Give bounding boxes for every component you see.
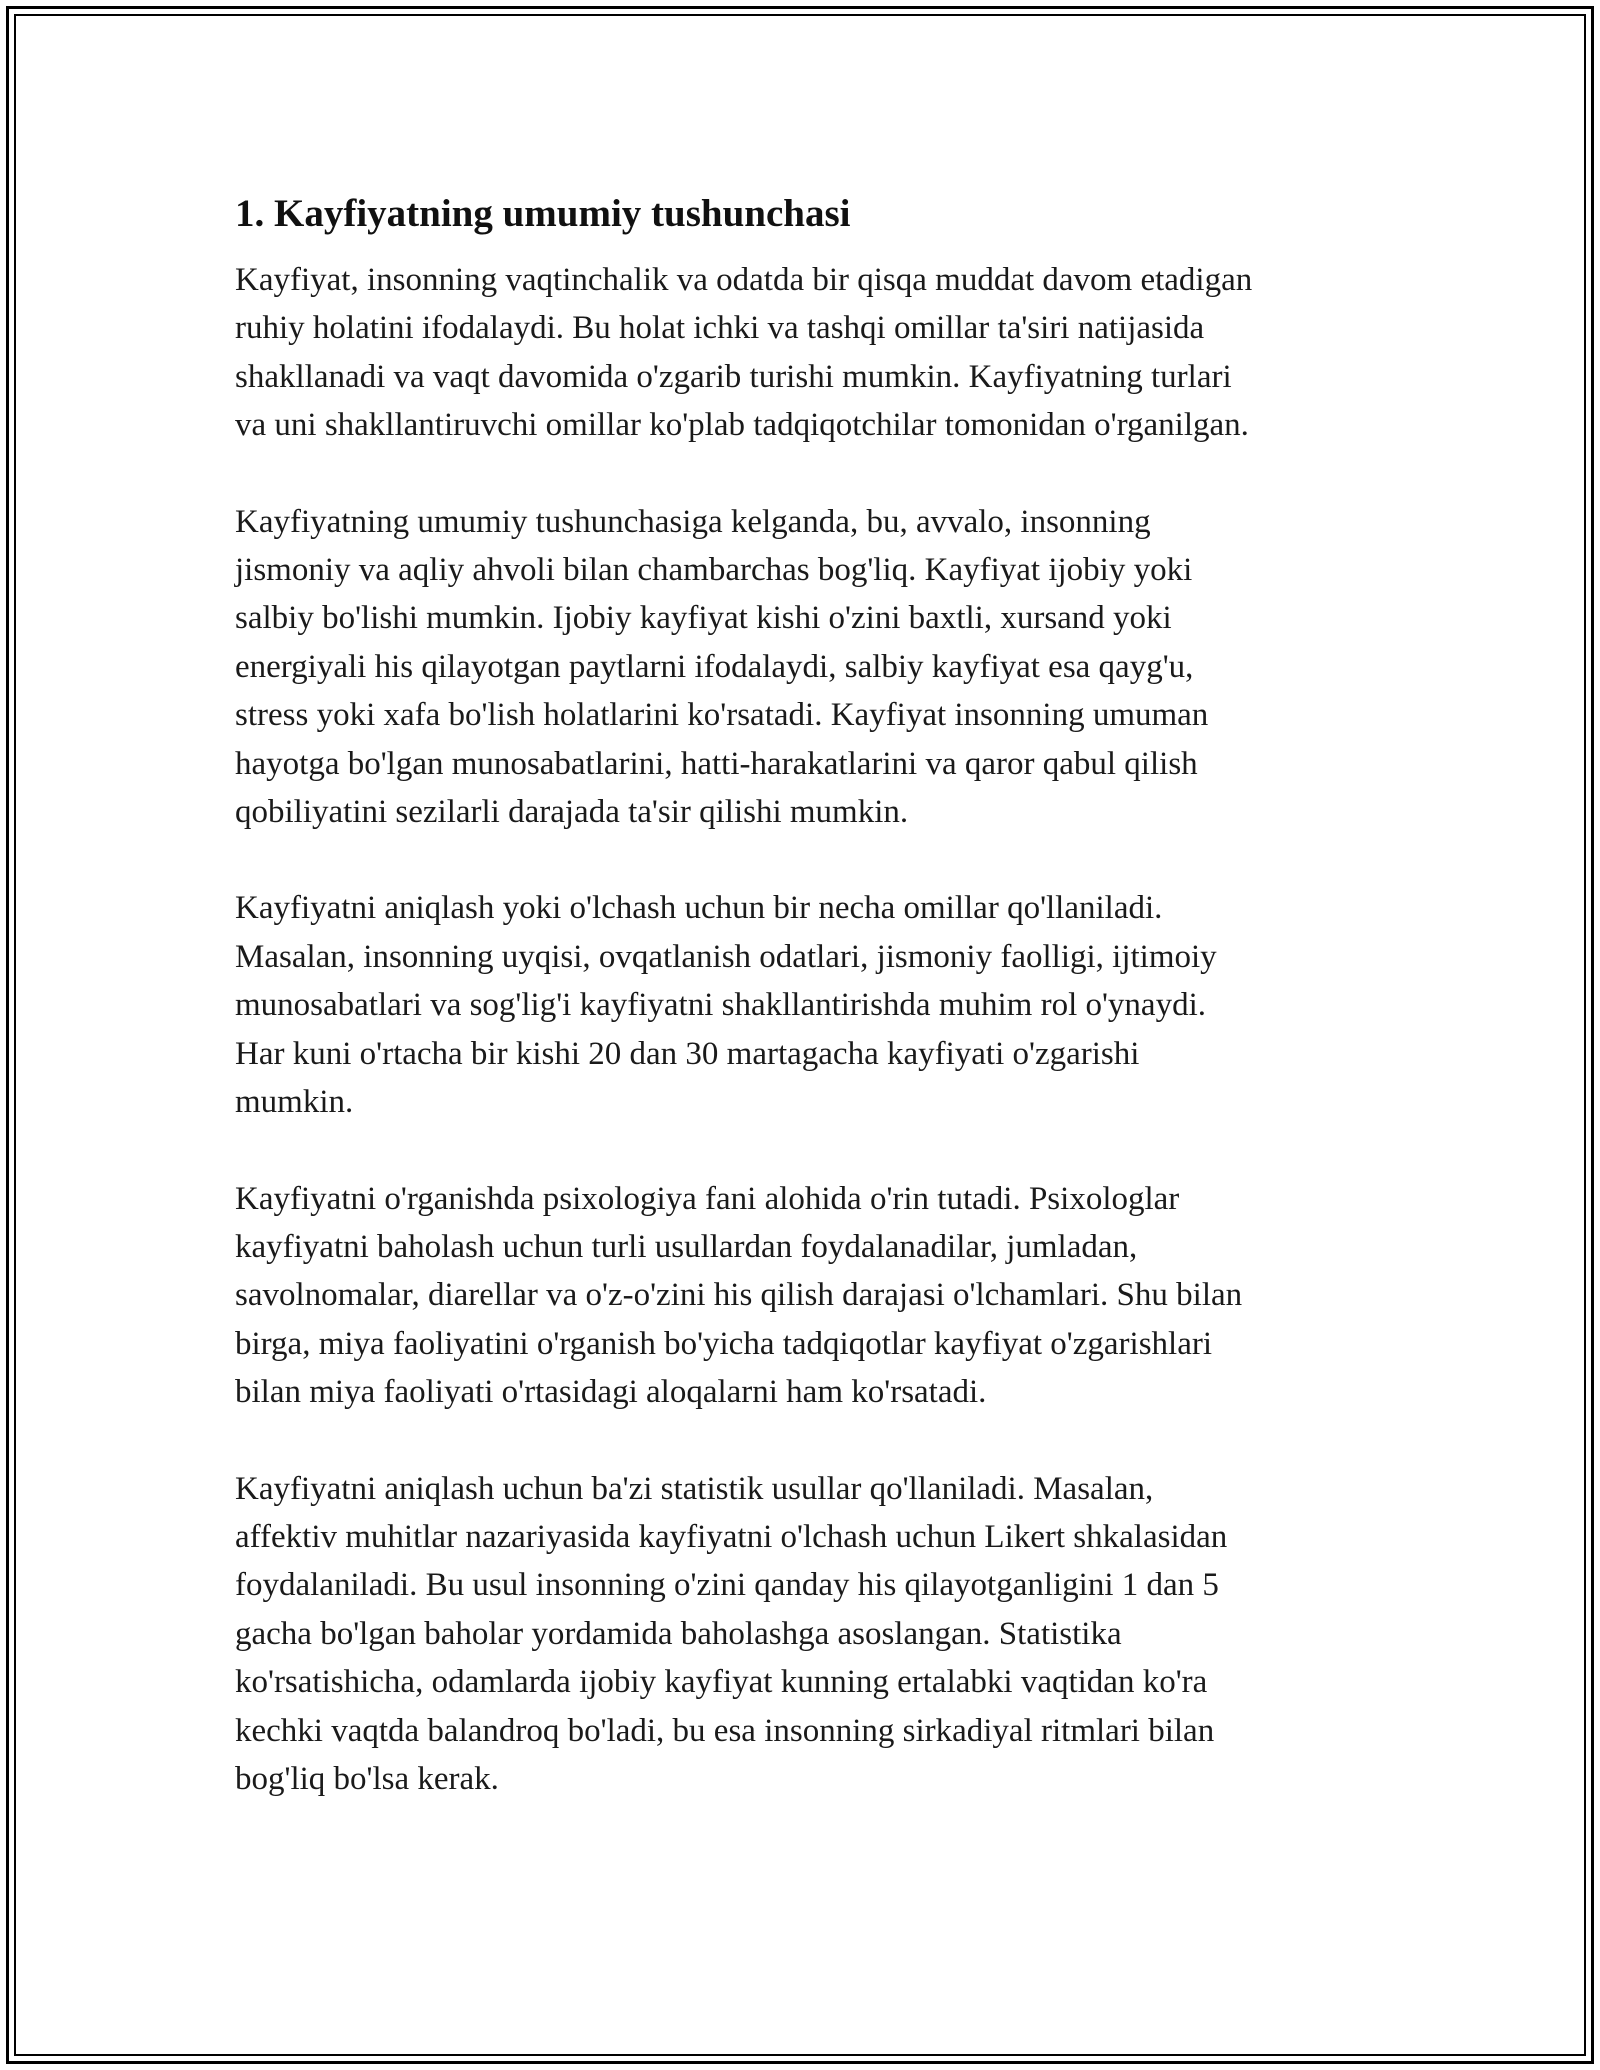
text-line: energiyali his qilayotgan paytlarni ifodalaydi, salbiy kayfiyat esa qayg'u, (235, 648, 1194, 685)
text-line: va uni shakllantiruvchi omillar ko'plab tadqiqotchilar tomonidan o'rganilgan. (235, 407, 1249, 444)
text-line: Kayfiyat, insonning vaqtinchalik va odatda bir qisqa muddat davom etadigan (235, 262, 1253, 298)
text-line: Kayfiyatni aniqlash yoki o'lchash uchun bir necha omillar qo'llaniladi. (235, 890, 1163, 927)
document-body (235, 186, 1385, 1851)
paragraph-1 (235, 256, 1385, 450)
paragraph-5 (235, 1465, 1385, 1804)
text-line: jismoniy va aqliy ahvoli bilan chambarchas bog'liq. Kayfiyat ijobiy yoki (235, 552, 1193, 589)
text-line: mumkin. (235, 1084, 354, 1121)
text-line: bilan miya faoliyati o'rtasidagi aloqalarni ham ko'rsatadi. (235, 1374, 987, 1411)
text-line: hayotga bo'lgan munosabatlarini, hatti-harakatlarini va qaror qabul qilish (235, 745, 1198, 782)
text-line: affektiv muhitlar nazariyasida kayfiyatni o'lchash uchun Likert shkalasidan (235, 1518, 1228, 1555)
text-line: Kayfiyatni o'rganishda psixologiya fani alohida o'rin tutadi. Psixologlar (235, 1180, 1180, 1217)
text-line: stress yoki xafa bo'lish holatlarini ko'rsatadi. Kayfiyat insonning umuman (235, 697, 1209, 734)
text-line: qobiliyatini sezilarli darajada ta'sir qilishi mumkin. (235, 794, 909, 831)
text-line: ruhiy holatini ifodalaydi. Bu holat ichki va tashqi omillar ta'siri natijasida (235, 310, 1205, 347)
text-line: foydalaniladi. Bu usul insonning o'zini qanday his qilayotganligini 1 dan 5 (235, 1567, 1219, 1604)
section-heading: 1. Kayfiyatning umumiy tushunchasi (235, 192, 851, 235)
text-line: birga, miya faoliyatini o'rganish bo'yicha tadqiqotlar kayfiyat o'zgarishlari (235, 1325, 1213, 1362)
text-line: shakllanadi va vaqt davomida o'zgarib turishi mumkin. Kayfiyatning turlari (235, 358, 1232, 395)
text-line: kechki vaqtda balandroq bo'ladi, bu esa insonning sirkadiyal ritmlari bilan (235, 1712, 1215, 1749)
text-line: Masalan, insonning uyqisi, ovqatlanish odatlari, jismoniy faolligi, ijtimoiy (235, 938, 1217, 975)
text-line: salbiy bo'lishi mumkin. Ijobiy kayfiyat kishi o'zini baxtli, xursand yoki (235, 600, 1172, 637)
text-line: gacha bo'lgan baholar yordamida baholashga asoslangan. Statistika (235, 1615, 1122, 1652)
text-line: Kayfiyatning umumiy tushunchasiga kelganda, bu, avvalo, insonning (235, 503, 1151, 540)
paragraph-2 (235, 498, 1385, 837)
text-line: savolnomalar, diarellar va o'z-o'zini his qilish darajasi o'lchamlari. Shu bilan (235, 1277, 1243, 1314)
text-line: bog'liq bo'lsa kerak. (235, 1760, 499, 1797)
text-line: kayfiyatni baholash uchun turli usullardan foydalanadilar, jumladan, (235, 1228, 1138, 1265)
text-line: ko'rsatishicha, odamlarda ijobiy kayfiyat kunning ertalabki vaqtidan ko'ra (235, 1664, 1208, 1701)
text-line: Kayfiyatni aniqlash uchun ba'zi statistik usullar qo'llaniladi. Masalan, (235, 1470, 1154, 1507)
paragraph-3 (235, 884, 1385, 1126)
text-line: munosabatlari va sog'lig'i kayfiyatni shakllantirishda muhim rol o'ynaydi. (235, 987, 1207, 1024)
text-line: Har kuni o'rtacha bir kishi 20 dan 30 martagacha kayfiyati o'zgarishi (235, 1035, 1140, 1072)
paragraph-4 (235, 1175, 1385, 1417)
